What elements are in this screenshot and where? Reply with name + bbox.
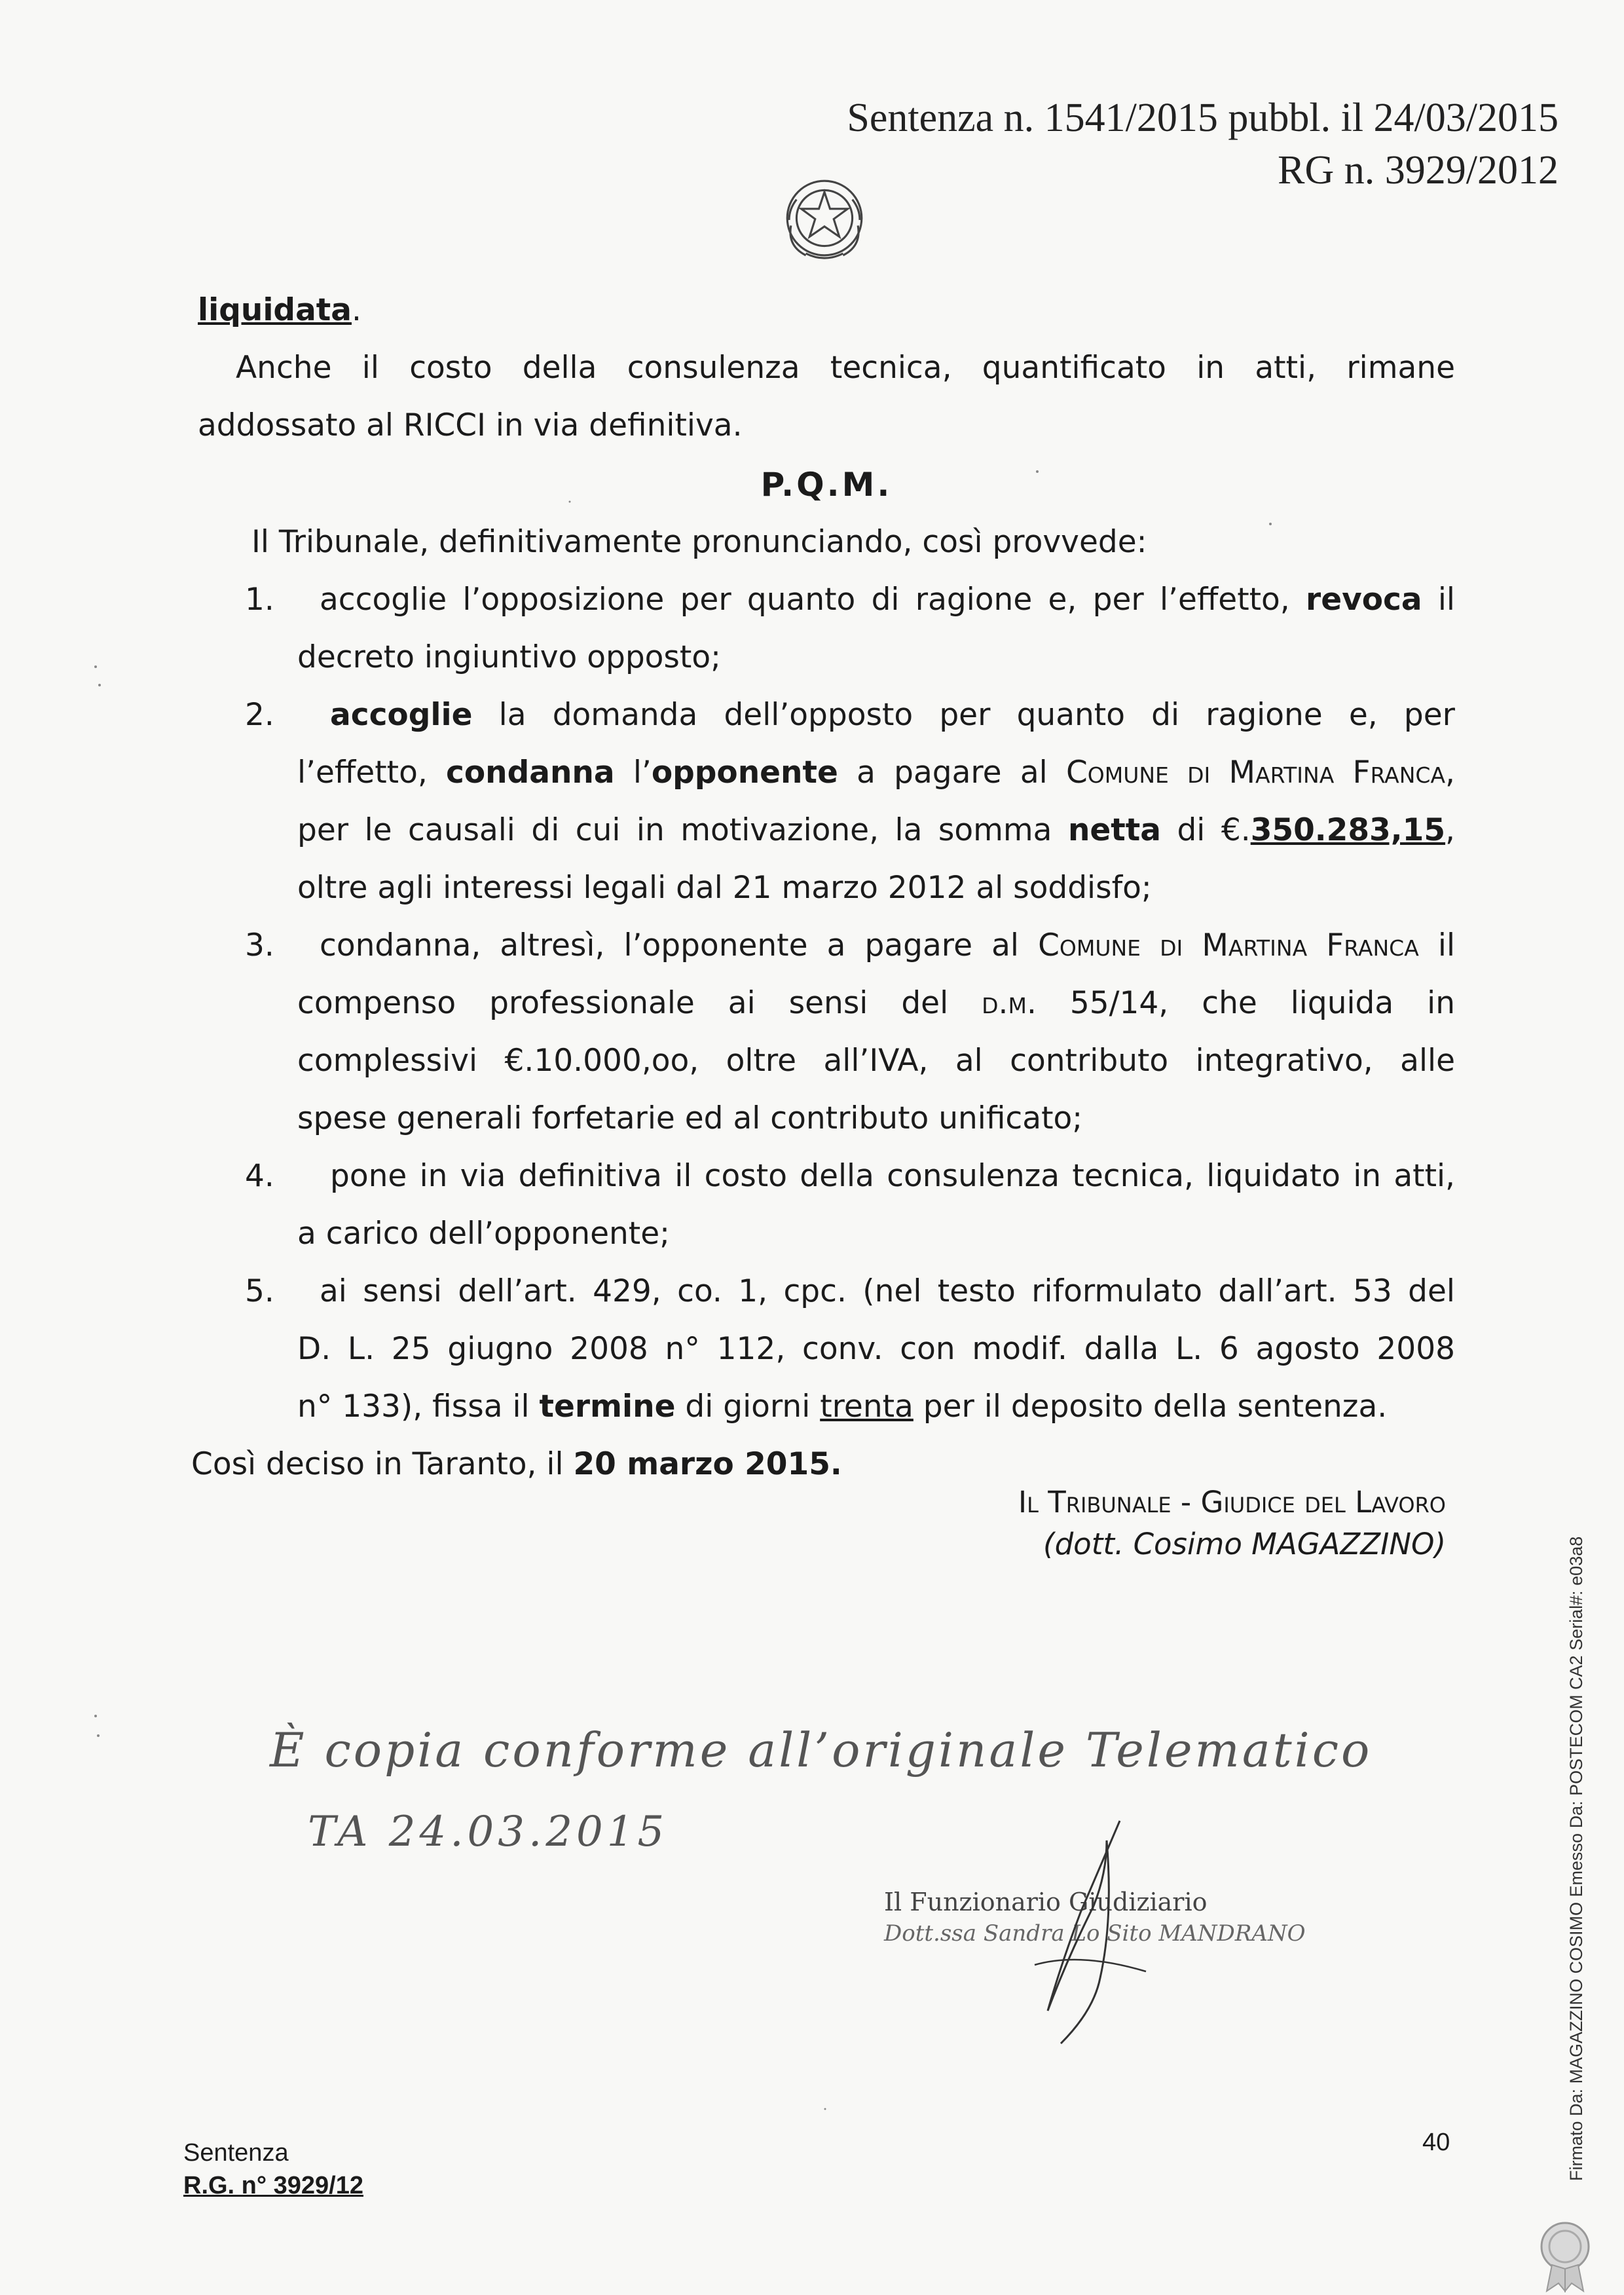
list-item: 4. pone in via definitiva il costo della consulenza tecnica, liquidato in atti, a carico dell’opponente;	[245, 1158, 1455, 1252]
seal-icon	[1532, 2214, 1598, 2292]
document-body	[191, 282, 1455, 1493]
closing-line: Così deciso in Taranto, il 20 marzo 2015.	[191, 1446, 842, 1482]
stamp-title: Il Funzionario Giudiziario	[884, 1888, 1208, 1916]
paragraph-line: Anche il costo della consulenza tecnica, quantificato in atti, rimane	[236, 350, 1455, 386]
list-item: 1. accoglie l’opposizione per quanto di ragione e, per l’effetto, revoca il decreto ingiuntivo opposto;	[245, 582, 1455, 675]
handwritten-certification: È copia conforme all’originale Telematico	[270, 1723, 1373, 1778]
handwritten-date: TA 24.03.2015	[308, 1808, 669, 1856]
section-title: P.Q.M.	[760, 466, 893, 504]
page-number: 40	[1422, 2129, 1450, 2156]
footer-label: Sentenza	[183, 2139, 289, 2167]
republic-emblem-icon	[778, 172, 871, 265]
intro-line: Il Tribunale, definitivamente pronunciando, così provvede:	[251, 524, 1147, 560]
judge-signature	[1018, 1482, 1446, 1565]
case-number: RG n. 3929/2012	[1278, 148, 1559, 193]
paragraph-continuation: liquidata.	[198, 292, 361, 328]
document-header	[847, 92, 1559, 196]
digital-signature-note: Firmato Da: MAGAZZINO COSIMO Emesso Da: POSTECOM CA2 Serial#: e03a8	[1566, 1536, 1586, 2181]
judge-name: (dott. Cosimo MAGAZZINO)	[1043, 1527, 1446, 1561]
document-footer	[183, 2136, 363, 2202]
court-name: Il Tribunale - Giudice del Lavoro	[1018, 1485, 1446, 1520]
signature-scribble-icon	[1022, 1814, 1153, 2050]
footer-case-number: R.G. n° 3929/12	[183, 2172, 363, 2199]
list-item: 3. condanna, altresì, l’opponente a pagare al Comune di Martina Franca il compenso professionale ai sensi del d.m. 55/14, che liquida in complessivi €.10.000,oo, oltre all’IVA, al contributo integrativo, alle spese generali forfetarie ed al contributo unificato;	[245, 927, 1455, 1136]
stamp-name: Dott.ssa Sandra Lo Sito MANDRANO	[884, 1920, 1306, 1947]
list-item: 2. accoglie la domanda dell’opposto per quanto di ragione e, per l’effetto, condanna l’opponente a pagare al Comune di Martina Franca, per le causali di cui in motivazione, la somma netta di €.350.283,15, oltre agli interessi legali dal 21 marzo 2012 al soddisfo;	[245, 697, 1455, 906]
paragraph-line: addossato al RICCI in via definitiva.	[198, 407, 743, 443]
list-item: 5. ai sensi dell’art. 429, co. 1, cpc. (nel testo riformulato dall’art. 53 del D. L. 25 giugno 2008 n° 112, conv. con modif. dalla L. 6 agosto 2008 n° 133), fissa il termine di giorni trenta per il deposito della sentenza.	[245, 1273, 1455, 1425]
sentence-number: Sentenza n. 1541/2015 pubbl. il 24/03/2015	[847, 96, 1559, 140]
